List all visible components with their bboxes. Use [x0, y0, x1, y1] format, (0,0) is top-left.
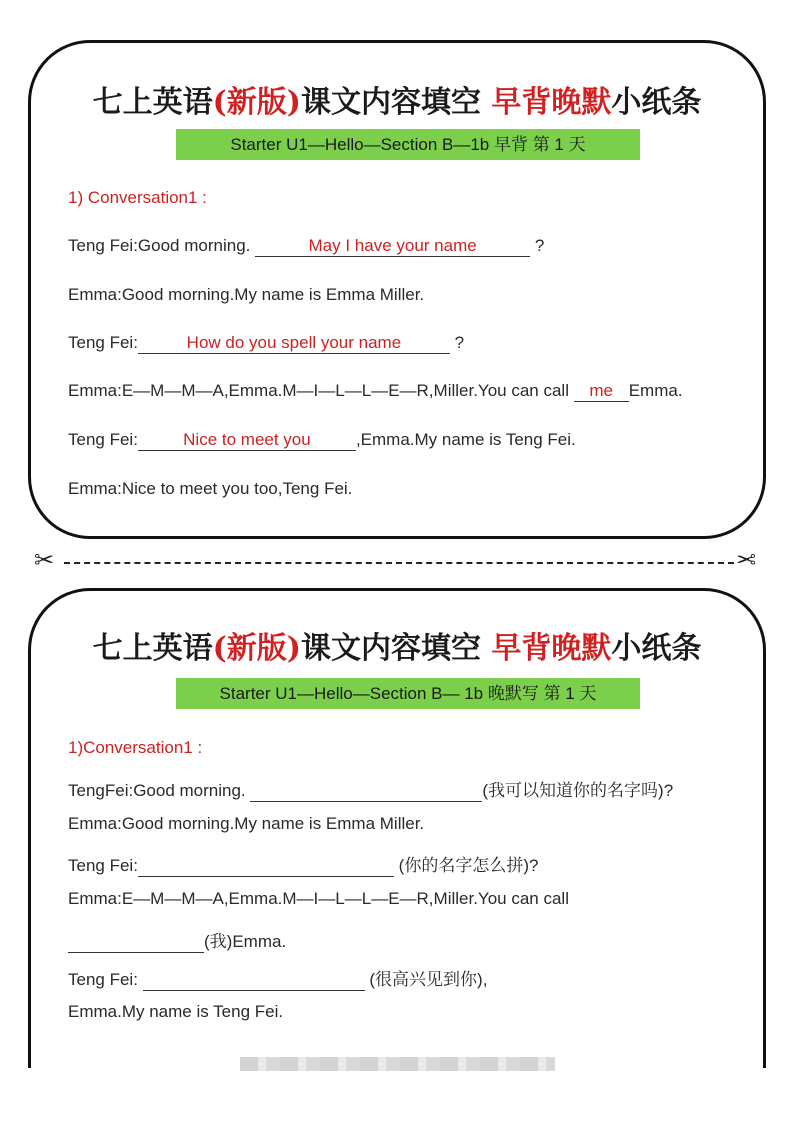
dictation-line-1: [68, 776, 673, 802]
line-text: ,Emma.My name is Teng Fei.: [355, 430, 576, 449]
title-highlight-new-edition: (新版): [212, 631, 301, 666]
dialogue-line-4: [68, 381, 683, 402]
dictation-line-3: [68, 851, 538, 877]
title-text: 小纸条: [611, 85, 702, 120]
dialogue-line-1: [68, 236, 544, 257]
evening-dictation-card: [28, 588, 766, 1068]
scissors-icon: ✂: [736, 547, 757, 574]
line-text: Teng Fei:: [68, 333, 138, 352]
answer-blank: [255, 236, 530, 257]
answer-blank[interactable]: [250, 781, 482, 802]
answer-text: Nice to meet you: [183, 430, 311, 449]
dialogue-line-2: Emma:Good morning.My name is Emma Miller.: [68, 285, 425, 304]
line-text: Teng Fei:: [68, 856, 138, 875]
line-text: ?: [530, 236, 545, 255]
card-title: [31, 623, 763, 667]
answer-text: May I have your name: [308, 236, 477, 255]
scissors-icon: ✂: [34, 547, 55, 574]
dictation-line-7: Emma.My name is Teng Fei.: [68, 1002, 284, 1021]
answer-blank[interactable]: [68, 932, 204, 953]
line-text: Emma.: [628, 381, 683, 400]
title-text: 小纸条: [611, 631, 702, 666]
line-text: Teng Fei:: [68, 430, 138, 449]
morning-recite-card: [28, 40, 766, 539]
card-title: [31, 77, 763, 121]
title-text: 课文内容填空: [300, 631, 492, 666]
line-text: (很高兴见到你),: [364, 970, 488, 989]
title-text: 七上英语: [92, 631, 213, 666]
line-text: ?: [449, 333, 465, 352]
answer-blank[interactable]: [138, 856, 394, 877]
answer-blank[interactable]: [143, 970, 365, 991]
line-text: (你的名字怎么拼)?: [393, 856, 539, 875]
line-text: Emma:E—M—M—A,Emma.M—I—L—L—E—R,Miller.You can call: [68, 381, 574, 400]
answer-blank: [138, 333, 450, 354]
title-highlight-recite: 早背晚默: [491, 85, 612, 120]
line-text: TengFei:Good morning.: [68, 781, 251, 800]
title-highlight-recite: 早背晚默: [491, 631, 612, 666]
dialogue-line-5: [68, 430, 576, 451]
line-text: Teng Fei:Good morning.: [68, 236, 256, 255]
dictation-line-6: [68, 965, 487, 991]
answer-text: How do you spell your name: [186, 333, 402, 352]
lesson-banner: Starter U1—Hello—Section B— 1b 晚默写 第 1 天: [176, 678, 640, 709]
answer-blank: [574, 381, 629, 402]
lesson-banner: Starter U1—Hello—Section B—1b 早背 第 1 天: [176, 129, 640, 160]
dictation-line-4: Emma:E—M—M—A,Emma.M—I—L—L—E—R,Miller.You can call: [68, 889, 569, 908]
section-heading: 1) Conversation1 :: [68, 188, 207, 207]
section-heading: 1)Conversation1 :: [68, 738, 203, 757]
answer-blank: [138, 430, 356, 451]
blurred-footer: [240, 1057, 555, 1071]
line-text: (我可以知道你的名字吗)?: [482, 781, 674, 800]
title-text: 七上英语: [92, 85, 213, 120]
dialogue-line-6: Emma:Nice to meet you too,Teng Fei.: [68, 479, 353, 498]
cut-line: [64, 562, 734, 564]
line-text: Teng Fei:: [68, 970, 143, 989]
title-text: 课文内容填空: [300, 85, 492, 120]
line-text: (我)Emma.: [204, 932, 287, 951]
title-highlight-new-edition: (新版): [212, 85, 301, 120]
answer-text: me: [589, 381, 614, 400]
dictation-line-2: Emma:Good morning.My name is Emma Miller.: [68, 814, 425, 833]
dialogue-line-3: [68, 333, 464, 354]
dictation-line-5: [68, 927, 286, 953]
